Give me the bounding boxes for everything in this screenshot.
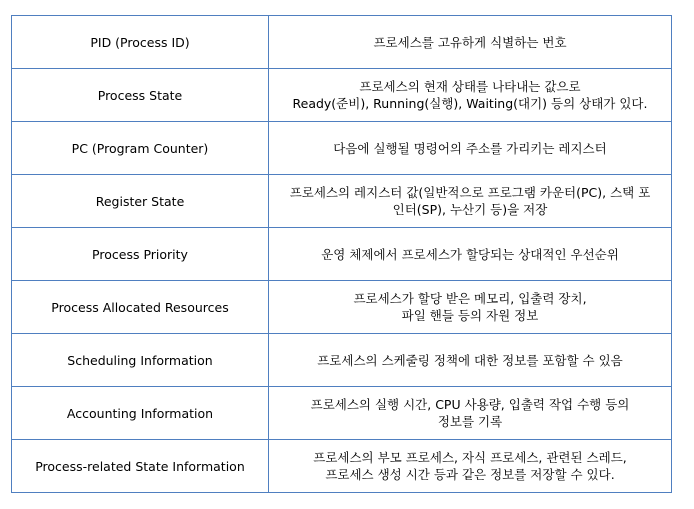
table-row — [12, 440, 672, 493]
table-row — [12, 228, 672, 281]
table-row — [12, 281, 672, 334]
description-line: Ready(준비), Running(실행), Waiting(대기) 등의 상태가 있다. — [292, 96, 648, 111]
field-cell: Process-related State Information — [12, 440, 269, 493]
table-row — [12, 175, 672, 228]
description-line: 파일 핸들 등의 자원 정보 — [401, 308, 539, 323]
table-row — [12, 69, 672, 122]
description-line: 운영 체제에서 프로세스가 할당되는 상대적인 우선순위 — [321, 246, 619, 262]
description-line: 프로세스의 부모 프로세스, 자식 프로세스, 관련된 스레드, — [313, 450, 627, 465]
description-line: 프로세스의 스케줄링 정책에 대한 정보를 포함할 수 있음 — [317, 352, 623, 368]
pcb-table — [11, 15, 672, 493]
description-line: 인터(SP), 누산기 등)을 저장 — [392, 202, 548, 217]
description-line: 프로세스 생성 시간 등과 같은 정보를 저장할 수 있다. — [325, 467, 615, 482]
description-cell — [269, 122, 672, 175]
field-cell: Process Priority — [12, 228, 269, 281]
description-cell — [269, 16, 672, 69]
field-cell: PC (Program Counter) — [12, 122, 269, 175]
description-cell — [269, 69, 672, 122]
field-cell: PID (Process ID) — [12, 16, 269, 69]
table-row — [12, 387, 672, 440]
description-cell — [269, 387, 672, 440]
field-cell: Register State — [12, 175, 269, 228]
description-cell — [269, 281, 672, 334]
description-line: 다음에 실행될 명령어의 주소를 가리키는 레지스터 — [333, 140, 607, 156]
description-line: 프로세스가 할당 받은 메모리, 입출력 장치, — [353, 291, 587, 306]
field-cell: Scheduling Information — [12, 334, 269, 387]
description-line: 프로세스를 고유하게 식별하는 번호 — [373, 34, 567, 50]
description-cell — [269, 175, 672, 228]
description-cell — [269, 228, 672, 281]
field-cell: Accounting Information — [12, 387, 269, 440]
field-cell: Process State — [12, 69, 269, 122]
description-cell — [269, 334, 672, 387]
description-cell — [269, 440, 672, 493]
description-line: 정보를 기록 — [437, 414, 503, 429]
description-line: 프로세스의 실행 시간, CPU 사용량, 입출력 작업 수행 등의 — [310, 397, 630, 412]
description-line: 프로세스의 현재 상태를 나타내는 값으로 — [359, 79, 581, 94]
table-row — [12, 16, 672, 69]
table-row — [12, 334, 672, 387]
table-row — [12, 122, 672, 175]
field-cell: Process Allocated Resources — [12, 281, 269, 334]
description-line: 프로세스의 레지스터 값(일반적으로 프로그램 카운터(PC), 스택 포 — [289, 185, 651, 200]
